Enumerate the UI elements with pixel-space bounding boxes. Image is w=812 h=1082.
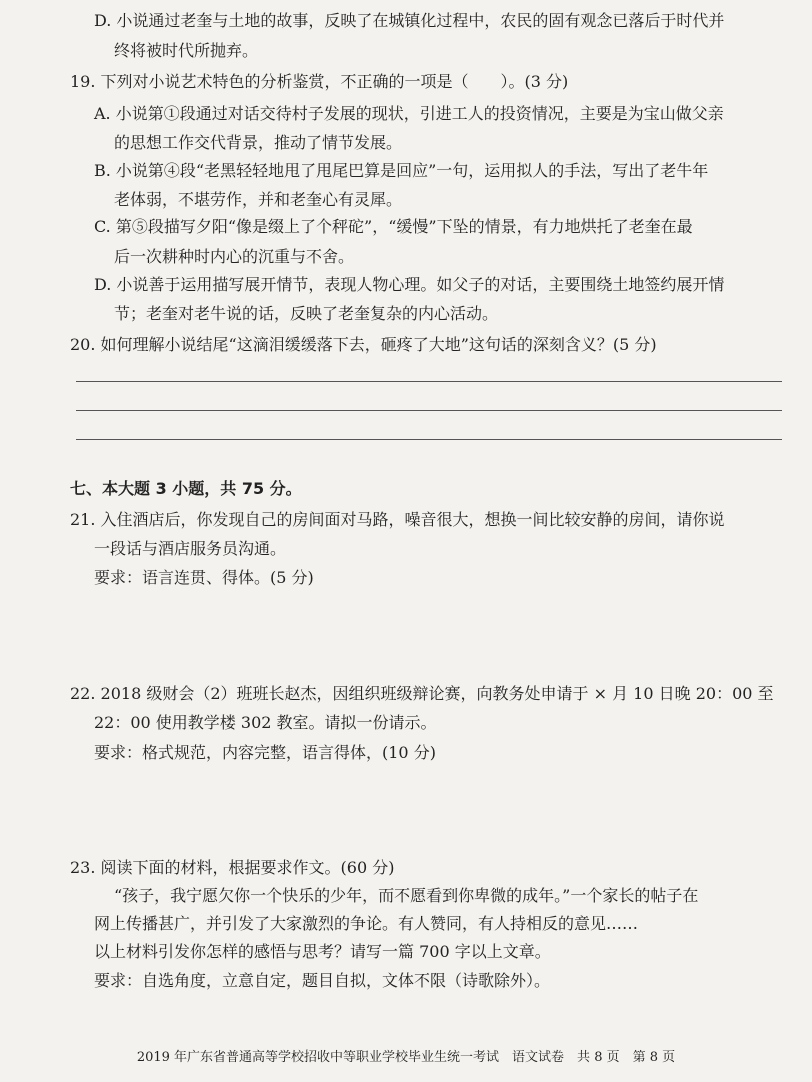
answer-line-3[interactable] bbox=[76, 439, 782, 440]
q19-option-a-line1: A. 小说第①段通过对话交待村子发展的现状，引进工人的投资情况，主要是为宝山做父亲 bbox=[94, 104, 724, 123]
q21-line2: 一段话与酒店服务员沟通。 bbox=[94, 539, 287, 558]
answer-line-1[interactable] bbox=[76, 381, 782, 382]
page-footer: 2019 年广东省普通高等学校招收中等职业学校毕业生统一考试 语文试卷 共 8 页 第 8 页 bbox=[136, 1050, 676, 1065]
q22-requirement: 要求：格式规范，内容完整，语言得体，(10 分) bbox=[94, 743, 436, 762]
q22-line1: 22. 2018 级财会（2）班班长赵杰，因组织班级辩论赛，向教务处申请于 × 月 10 日晚 20：00 至 bbox=[70, 684, 774, 703]
section-7-heading: 七、本大题 3 小题，共 75 分。 bbox=[70, 479, 302, 498]
q23-material-line1: “孩子，我宁愿欠你一个快乐的少年，而不愿看到你卑微的成年。”一个家长的帖子在 bbox=[114, 886, 699, 905]
q23-requirement: 要求：自选角度，立意自定，题目自拟，文体不限（诗歌除外）。 bbox=[94, 971, 551, 990]
q21-requirement: 要求：语言连贯、得体。(5 分) bbox=[94, 568, 314, 587]
q19-option-b-line2: 老体弱，不堪劳作，并和老奎心有灵犀。 bbox=[114, 190, 403, 209]
q19-option-b-line1: B. 小说第④段“老黑轻轻地甩了甩尾巴算是回应”一句，运用拟人的手法，写出了老牛年 bbox=[94, 161, 709, 180]
q18-option-d-line1: D. 小说通过老奎与土地的故事，反映了在城镇化过程中，农民的固有观念已落后于时代并 bbox=[94, 11, 725, 30]
q19-option-a-line2: 的思想工作交代背景，推动了情节发展。 bbox=[114, 133, 403, 152]
answer-line-2[interactable] bbox=[76, 410, 782, 411]
q19-option-d-line1: D. 小说善于运用描写展开情节，表现人物心理。如父子的对话，主要围绕土地签约展开情 bbox=[94, 275, 725, 294]
q23-material-line2: 网上传播甚广，并引发了大家激烈的争论。有人赞同，有人持相反的意见…… bbox=[94, 914, 639, 933]
q19-stem: 19. 下列对小说艺术特色的分析鉴赏，不正确的一项是（ ）。(3 分) bbox=[70, 72, 569, 91]
q20-stem: 20. 如何理解小说结尾“这滴泪缓缓落下去，砸疼了大地”这句话的深刻含义？(5 分) bbox=[70, 335, 657, 354]
q18-option-d-line2: 终将被时代所抛弃。 bbox=[114, 41, 259, 60]
q19-option-c-line2: 后一次耕种时内心的沉重与不舍。 bbox=[114, 247, 355, 266]
q19-option-d-line2: 节；老奎对老牛说的话，反映了老奎复杂的内心活动。 bbox=[114, 304, 499, 323]
q19-option-c-line1: C. 第⑤段描写夕阳“像是缀上了个秤砣”，“缓慢”下坠的情景，有力地烘托了老奎在最 bbox=[94, 217, 693, 236]
q22-line2: 22：00 使用教学楼 302 教室。请拟一份请示。 bbox=[94, 713, 437, 732]
q23-prompt: 以上材料引发你怎样的感悟与思考？请写一篇 700 字以上文章。 bbox=[94, 942, 551, 961]
q21-line1: 21. 入住酒店后，你发现自己的房间面对马路，噪音很大，想换一间比较安静的房间，请你说 bbox=[70, 510, 725, 529]
q23-stem: 23. 阅读下面的材料，根据要求作文。(60 分) bbox=[70, 858, 395, 877]
